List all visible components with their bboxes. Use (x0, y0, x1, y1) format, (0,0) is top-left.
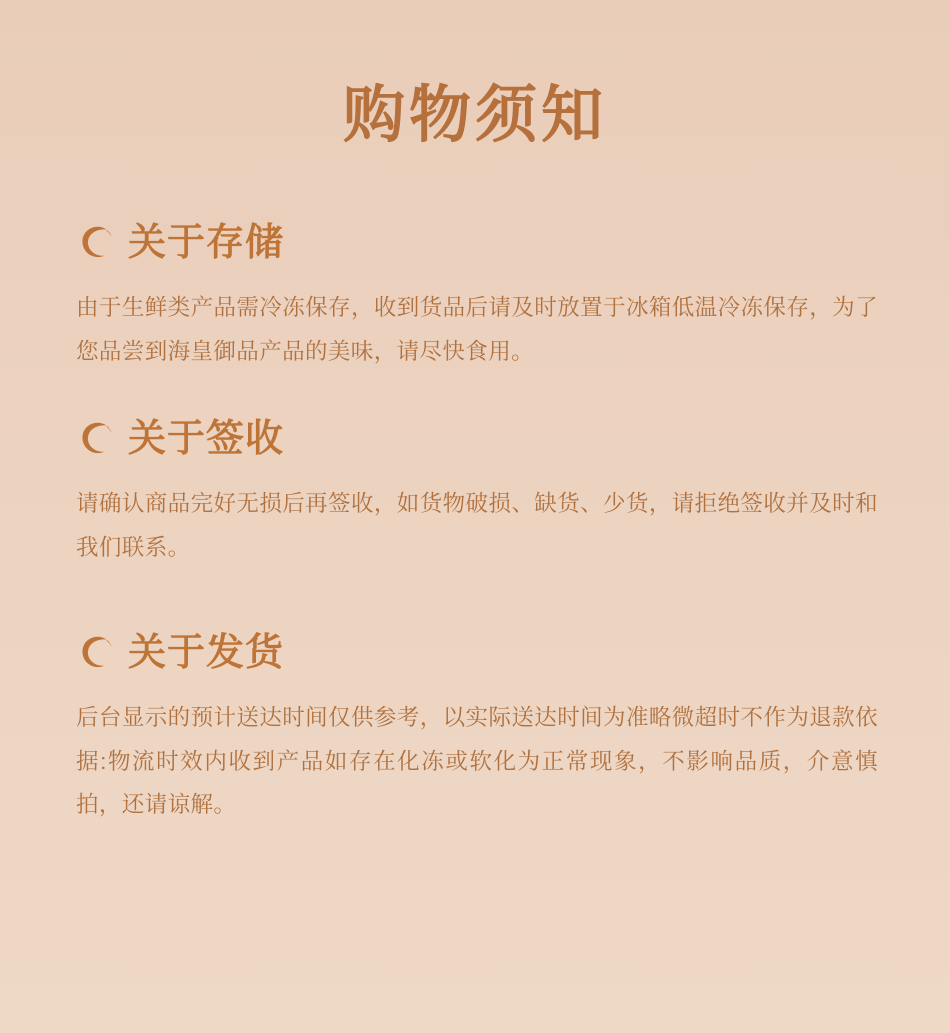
section-title: 关于签收 (128, 417, 285, 460)
section-body: 请确认商品完好无损后再签收，如货物破损、缺货、少货，请拒绝签收并及时和我们联系。 (76, 490, 878, 560)
section-header (76, 632, 880, 674)
notice-section-receipt (70, 418, 880, 570)
page-title: 购物须知 (342, 81, 607, 150)
brush-circle-icon (76, 418, 118, 460)
notice-section-shipping (70, 632, 880, 828)
brush-circle-icon (76, 222, 118, 264)
notice-section-storage (70, 222, 880, 374)
section-header (76, 222, 880, 264)
notice-sections (70, 222, 880, 827)
brush-circle-icon (76, 632, 118, 674)
section-header (76, 418, 880, 460)
section-body: 由于生鲜类产品需冷冻保存，收到货品后请及时放置于冰箱低温冷冻保存，为了您品尝到海皇御品产品的美味，请尽快食用。 (76, 295, 878, 365)
section-body: 后台显示的预计送达时间仅供参考，以实际送达时间为准略微超时不作为退款依据:物流时效内收到产品如存在化冻或软化为正常现象，不影响品质，介意慎拍，还请谅解。 (76, 704, 878, 818)
section-title: 关于发货 (128, 631, 285, 674)
section-title: 关于存储 (128, 222, 285, 265)
